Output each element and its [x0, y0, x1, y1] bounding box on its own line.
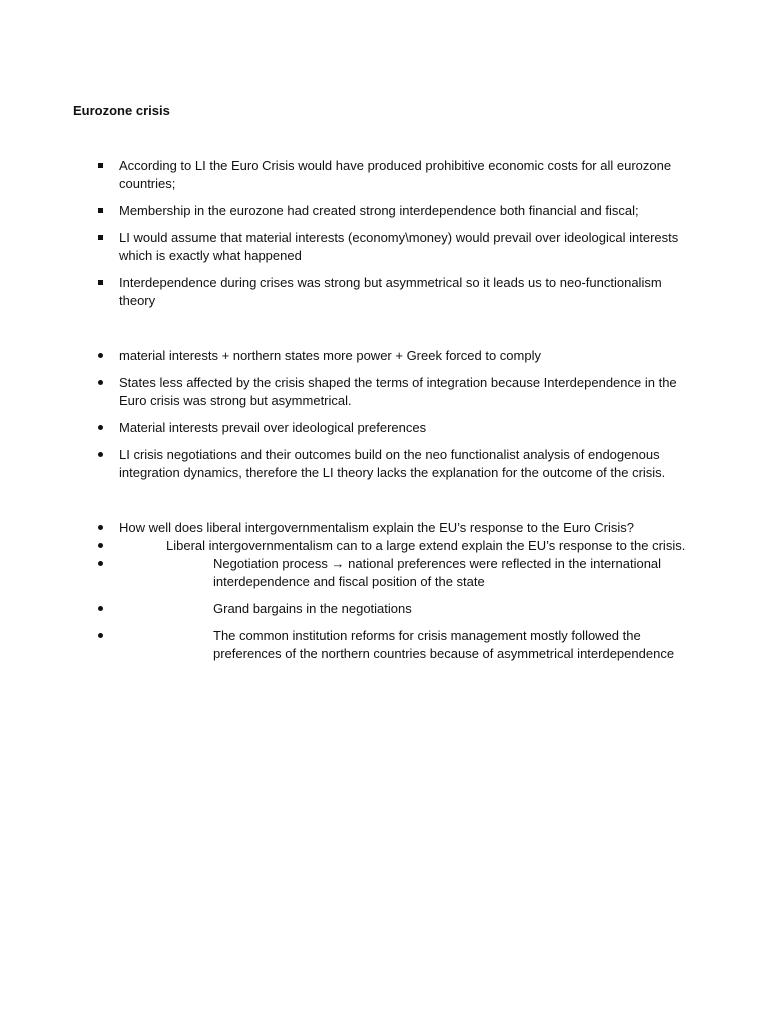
square-bullet-icon — [95, 157, 105, 175]
bullet-list-question — [95, 519, 695, 672]
list-item-text: material interests + northern states more power + Greek forced to comply — [119, 348, 541, 363]
list-item — [95, 274, 695, 310]
round-bullet-icon — [95, 519, 105, 537]
list-item-text: The common institution reforms for crisis management mostly followed the preferences of the northern countries because of asymmetrical interdependence — [213, 628, 675, 661]
list-item — [95, 446, 695, 482]
list-item — [95, 537, 695, 663]
list-item — [95, 600, 695, 618]
list-item — [95, 374, 695, 410]
round-bullet-icon — [95, 374, 105, 392]
square-bullet-icon — [95, 202, 105, 220]
round-bullet-icon — [95, 419, 105, 437]
round-bullet-icon — [95, 555, 105, 573]
list-item-text: Grand bargains in the negotiations — [213, 601, 412, 616]
nested-list-level-2 — [95, 555, 695, 663]
round-bullet-icon — [95, 600, 105, 618]
list-item-text: LI crisis negotiations and their outcomes build on the neo functionalist analysis of endogenous integration dynamics, therefore the LI theory lacks the explanation for the outcome of the crisis. — [119, 447, 666, 480]
list-item — [95, 519, 695, 663]
list-item-text: Negotiation process → national preferences were reflected in the international interdependence and fiscal position of the state — [213, 556, 662, 589]
question-text: How well does liberal intergovernmentalism explain the EU’s response to the Euro Crisis? — [119, 520, 634, 535]
round-bullet-icon — [95, 537, 105, 555]
list-item — [95, 555, 695, 591]
list-item — [95, 157, 695, 193]
list-item — [95, 627, 695, 663]
square-bullet-icon — [95, 229, 105, 247]
list-item-text: According to LI the Euro Crisis would have produced prohibitive economic costs for all eurozone countries; — [119, 158, 672, 191]
list-item-text: States less affected by the crisis shaped the terms of integration because Interdependence in the Euro crisis was strong but asymmetrical. — [119, 375, 677, 408]
list-item — [95, 229, 695, 265]
round-bullet-icon — [95, 446, 105, 464]
list-item-text: Interdependence during crises was strong but asymmetrical so it leads us to neo-functionalism theory — [119, 275, 662, 308]
list-item-text: Material interests prevail over ideological preferences — [119, 420, 427, 435]
document-title: Eurozone crisis — [73, 103, 170, 118]
list-item-text: LI would assume that material interests (economy\money) would prevail over ideological interests which is exactly what happened — [119, 230, 679, 263]
round-bullet-icon — [95, 347, 105, 365]
answer-text: Liberal intergovernmentalism can to a large extend explain the EU’s response to the crisis. — [166, 538, 686, 553]
nested-list-level-1 — [95, 537, 695, 663]
list-item-text: Membership in the eurozone had created strong interdependence both financial and fiscal; — [119, 203, 639, 218]
list-item — [95, 419, 695, 437]
round-bullet-icon — [95, 627, 105, 645]
list-item — [95, 347, 695, 365]
bullet-list-material-interests — [95, 347, 695, 491]
square-bullet-icon — [95, 274, 105, 292]
bullet-list-li-arguments — [95, 157, 695, 319]
list-item — [95, 202, 695, 220]
